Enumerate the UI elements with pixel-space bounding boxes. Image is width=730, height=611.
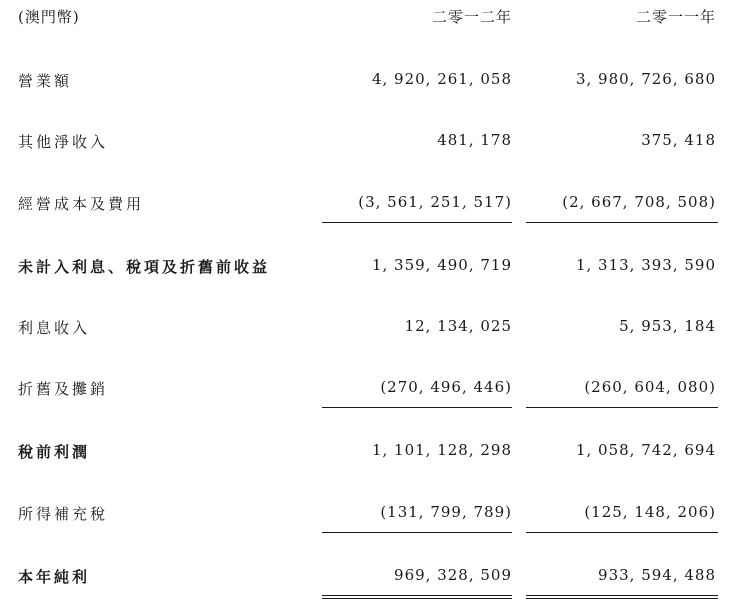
value-2011: 375, 418	[641, 131, 716, 149]
value-2011: 5, 953, 184	[619, 317, 716, 335]
value-2012: 4, 920, 261, 058	[371, 70, 512, 88]
value-2012: (270, 496, 446)	[380, 378, 512, 396]
row-other-net-income	[0, 131, 730, 155]
value-2011: 3, 980, 726, 680	[575, 70, 716, 88]
value-2011: 1, 058, 742, 694	[575, 441, 716, 459]
row-label: 本年純利	[18, 568, 91, 586]
value-2011: 1, 313, 393, 590	[575, 256, 716, 274]
value-2012: 12, 134, 025	[404, 317, 512, 335]
value-2012: 969, 328, 509	[394, 566, 512, 584]
row-label: 利息收入	[18, 319, 91, 337]
subtotal-rule-2012	[322, 222, 512, 223]
row-depreciation	[0, 378, 730, 402]
value-2012: 1, 359, 490, 719	[371, 256, 512, 274]
row-label: 營業額	[18, 72, 73, 90]
total-double-rule-2012	[322, 598, 512, 599]
row-interest-income	[0, 317, 730, 341]
value-2012: (3, 561, 251, 517)	[358, 193, 512, 211]
subtotal-rule-2011	[526, 532, 718, 533]
subtotal-rule-2011	[526, 222, 718, 223]
value-2011: 933, 594, 488	[598, 566, 716, 584]
subtotal-rule-2011	[526, 407, 718, 408]
value-2011: (2, 667, 708, 508)	[562, 193, 716, 211]
subtotal-rule-2012	[322, 532, 512, 533]
row-label: 其他淨收入	[18, 133, 109, 151]
row-label: 稅前利潤	[18, 443, 91, 461]
total-double-rule-2011	[526, 598, 718, 599]
row-label: 折舊及攤銷	[18, 380, 109, 398]
value-2012: (131, 799, 789)	[380, 503, 512, 521]
row-operating-costs	[0, 193, 730, 217]
value-2011: (125, 148, 206)	[584, 503, 716, 521]
value-2011: (260, 604, 080)	[584, 378, 716, 396]
row-label: 未計入利息、稅項及折舊前收益	[18, 258, 271, 276]
row-label: 所得補充稅	[18, 505, 109, 523]
currency-label: (澳門幣)	[18, 8, 80, 26]
column-header-2011: 二零一一年	[635, 8, 716, 26]
subtotal-rule-2012	[322, 407, 512, 408]
row-net-profit	[0, 566, 730, 590]
row-label: 經營成本及費用	[18, 195, 145, 213]
column-header-2012: 二零一二年	[431, 8, 512, 26]
total-rule-2011	[526, 595, 718, 596]
row-revenue	[0, 70, 730, 94]
row-profit-before-tax	[0, 441, 730, 465]
row-ebitda	[0, 256, 730, 280]
total-rule-2012	[322, 595, 512, 596]
row-income-tax	[0, 503, 730, 527]
value-2012: 481, 178	[437, 131, 512, 149]
value-2012: 1, 101, 128, 298	[371, 441, 512, 459]
